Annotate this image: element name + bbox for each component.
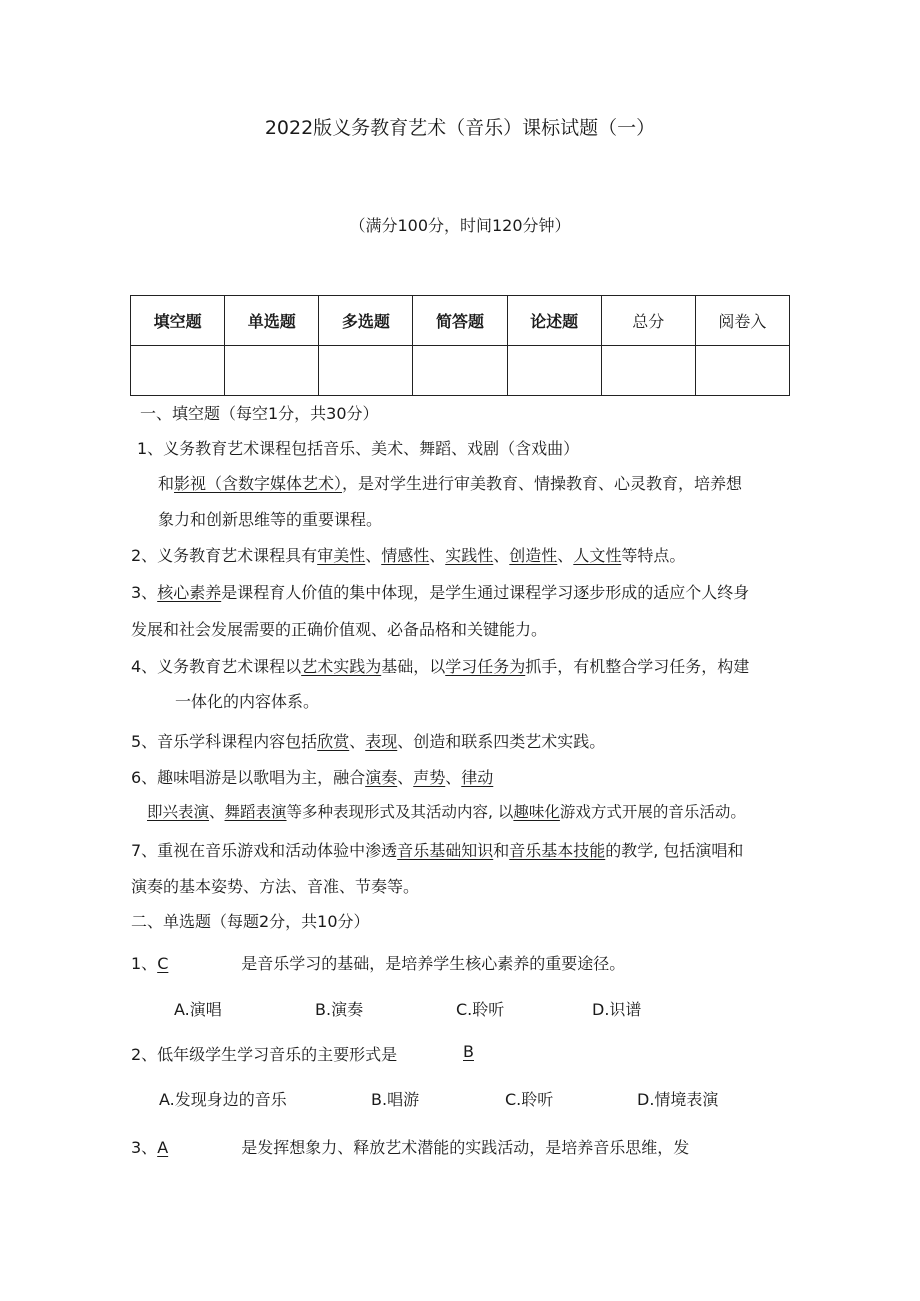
text: 、 xyxy=(349,732,366,751)
text: 等特点。 xyxy=(621,546,686,565)
text: ，是对学生进行审美教育、情操教育、心灵教育，培养想 xyxy=(342,474,743,493)
answer-blank: 趣味化 xyxy=(513,803,560,821)
q1-line1: 1、义务教育艺术课程包括音乐、美术、舞蹈、戏剧（含戏曲） xyxy=(137,439,580,458)
score-header-essay: 论述题 xyxy=(507,296,601,346)
text: 7、重视在音乐游戏和活动体验中渗透 xyxy=(131,841,398,860)
answer-blank: 舞蹈表演 xyxy=(224,803,287,821)
s2-q1-option-b: B.演奏 xyxy=(315,1000,364,1019)
document-title: 2022版义务教育艺术（音乐）课标试题（一） xyxy=(264,117,656,139)
score-cell xyxy=(131,346,225,396)
answer-blank: 表现 xyxy=(365,732,398,751)
answer-blank: 律动 xyxy=(461,768,494,787)
score-header-total: 总分 xyxy=(601,296,695,346)
section1-heading: 一、填空题（每空1分，共30分） xyxy=(140,404,379,423)
q6-line2 xyxy=(147,800,746,822)
score-table xyxy=(130,295,790,396)
s2-q2-option-a: A.发现身边的音乐 xyxy=(159,1090,287,1109)
score-cell xyxy=(601,346,695,396)
text: 2、义务教育艺术课程具有 xyxy=(131,546,318,565)
text: 3、 xyxy=(131,1138,158,1157)
section2-heading: 二、单选题（每题2分，共10分） xyxy=(131,912,370,931)
answer-blank: 演奏 xyxy=(365,768,398,787)
s2-q2-option-c: C.聆听 xyxy=(505,1090,554,1109)
q4-line2: 一体化的内容体系。 xyxy=(175,692,320,711)
q6-line1 xyxy=(131,765,493,788)
q7-line2: 演奏的基本姿势、方法、音准、节奏等。 xyxy=(131,877,420,896)
answer-blank: 实践性 xyxy=(445,546,494,565)
text: 4、义务教育艺术课程以 xyxy=(131,657,302,676)
answer-blank: 影视（含数字媒体艺术） xyxy=(174,474,343,493)
answer-blank: 核心素养 xyxy=(157,583,222,602)
s2-q3-stem xyxy=(131,1135,689,1158)
text: 、 xyxy=(445,768,462,787)
s2-q1-option-c: C.聆听 xyxy=(456,1000,505,1019)
text: 、 xyxy=(429,546,446,565)
s2-q1-stem xyxy=(131,951,625,974)
s2-q2-option-b: B.唱游 xyxy=(371,1090,420,1109)
q3-line2: 发展和社会发展需要的正确价值观、必备品格和关键能力。 xyxy=(131,620,548,639)
q1-line2 xyxy=(158,471,742,494)
q5-line xyxy=(131,729,605,752)
score-cell xyxy=(319,346,413,396)
text: 、 xyxy=(493,546,510,565)
answer-blank: B xyxy=(463,1042,474,1061)
answer-blank: 音乐基本技能 xyxy=(509,841,606,860)
answer-blank: 声势 xyxy=(413,768,446,787)
answer-blank: 人文性 xyxy=(573,546,622,565)
answer-blank: 情感性 xyxy=(381,546,430,565)
s2-q1-option-a: A.演唱 xyxy=(174,1000,222,1019)
score-header-grader: 阅卷入 xyxy=(695,296,789,346)
q3-line1 xyxy=(131,580,749,603)
text: 、 xyxy=(397,768,414,787)
text: 6、趣味唱游是以歌唱为主，融合 xyxy=(131,768,366,787)
text: 是发挥想象力、释放艺术潜能的实践活动，是培养音乐思维，发 xyxy=(241,1138,690,1157)
text: 5、音乐学科课程内容包括 xyxy=(131,732,318,751)
answer-blank: 音乐基础知识 xyxy=(397,841,494,860)
text: 1、 xyxy=(131,954,158,973)
answer-blank: C xyxy=(157,954,169,973)
q2-line xyxy=(131,543,685,566)
text: 、 xyxy=(557,546,574,565)
q1-line3: 象力和创新思维等的重要课程。 xyxy=(158,510,383,529)
text: 和 xyxy=(493,841,510,860)
answer-blank: 即兴表演 xyxy=(147,803,210,821)
score-header-fill-blank: 填空题 xyxy=(131,296,225,346)
answer-blank: 欣赏 xyxy=(317,732,350,751)
s2-q1-option-d: D.识谱 xyxy=(592,1000,642,1019)
q4-line1 xyxy=(131,654,749,677)
text: 是音乐学习的基础，是培养学生核心素养的重要途径。 xyxy=(241,954,626,973)
text: 抓手，有机整合学习任务，构建 xyxy=(525,657,750,676)
score-cell xyxy=(413,346,507,396)
s2-q2-option-d: D.情境表演 xyxy=(637,1090,719,1109)
text: 等多种表现形式及其活动内容, 以 xyxy=(286,803,514,821)
text: 是课程育人价值的集中体现，是学生通过课程学习逐步形成的适应个人终身 xyxy=(221,583,750,602)
score-cell xyxy=(225,346,319,396)
text: 3、 xyxy=(131,583,158,602)
q7-line1 xyxy=(131,838,743,861)
answer-blank: 创造性 xyxy=(509,546,558,565)
answer-blank: A xyxy=(157,1138,169,1157)
text: 的教学, 包括演唱和 xyxy=(605,841,744,860)
text: 、创造和联系四类艺术实践。 xyxy=(397,732,606,751)
s2-q2-stem: 2、低年级学生学习音乐的主要形式是 xyxy=(131,1045,398,1064)
text: 、 xyxy=(365,546,382,565)
score-cell xyxy=(695,346,789,396)
score-cell xyxy=(507,346,601,396)
answer-blank: 审美性 xyxy=(317,546,366,565)
score-header-multiple-choice: 多选题 xyxy=(319,296,413,346)
document-subtitle: （满分100分，时间120分钟） xyxy=(349,216,571,235)
answer-blank: 学习任务为 xyxy=(445,657,526,676)
text: 基础，以 xyxy=(381,657,446,676)
answer-blank: 艺术实践为 xyxy=(301,657,382,676)
text: 、 xyxy=(209,803,225,821)
score-header-single-choice: 单选题 xyxy=(225,296,319,346)
text: 和 xyxy=(158,474,175,493)
score-header-short-answer: 简答题 xyxy=(413,296,507,346)
text: 游戏方式开展的音乐活动。 xyxy=(559,803,746,821)
